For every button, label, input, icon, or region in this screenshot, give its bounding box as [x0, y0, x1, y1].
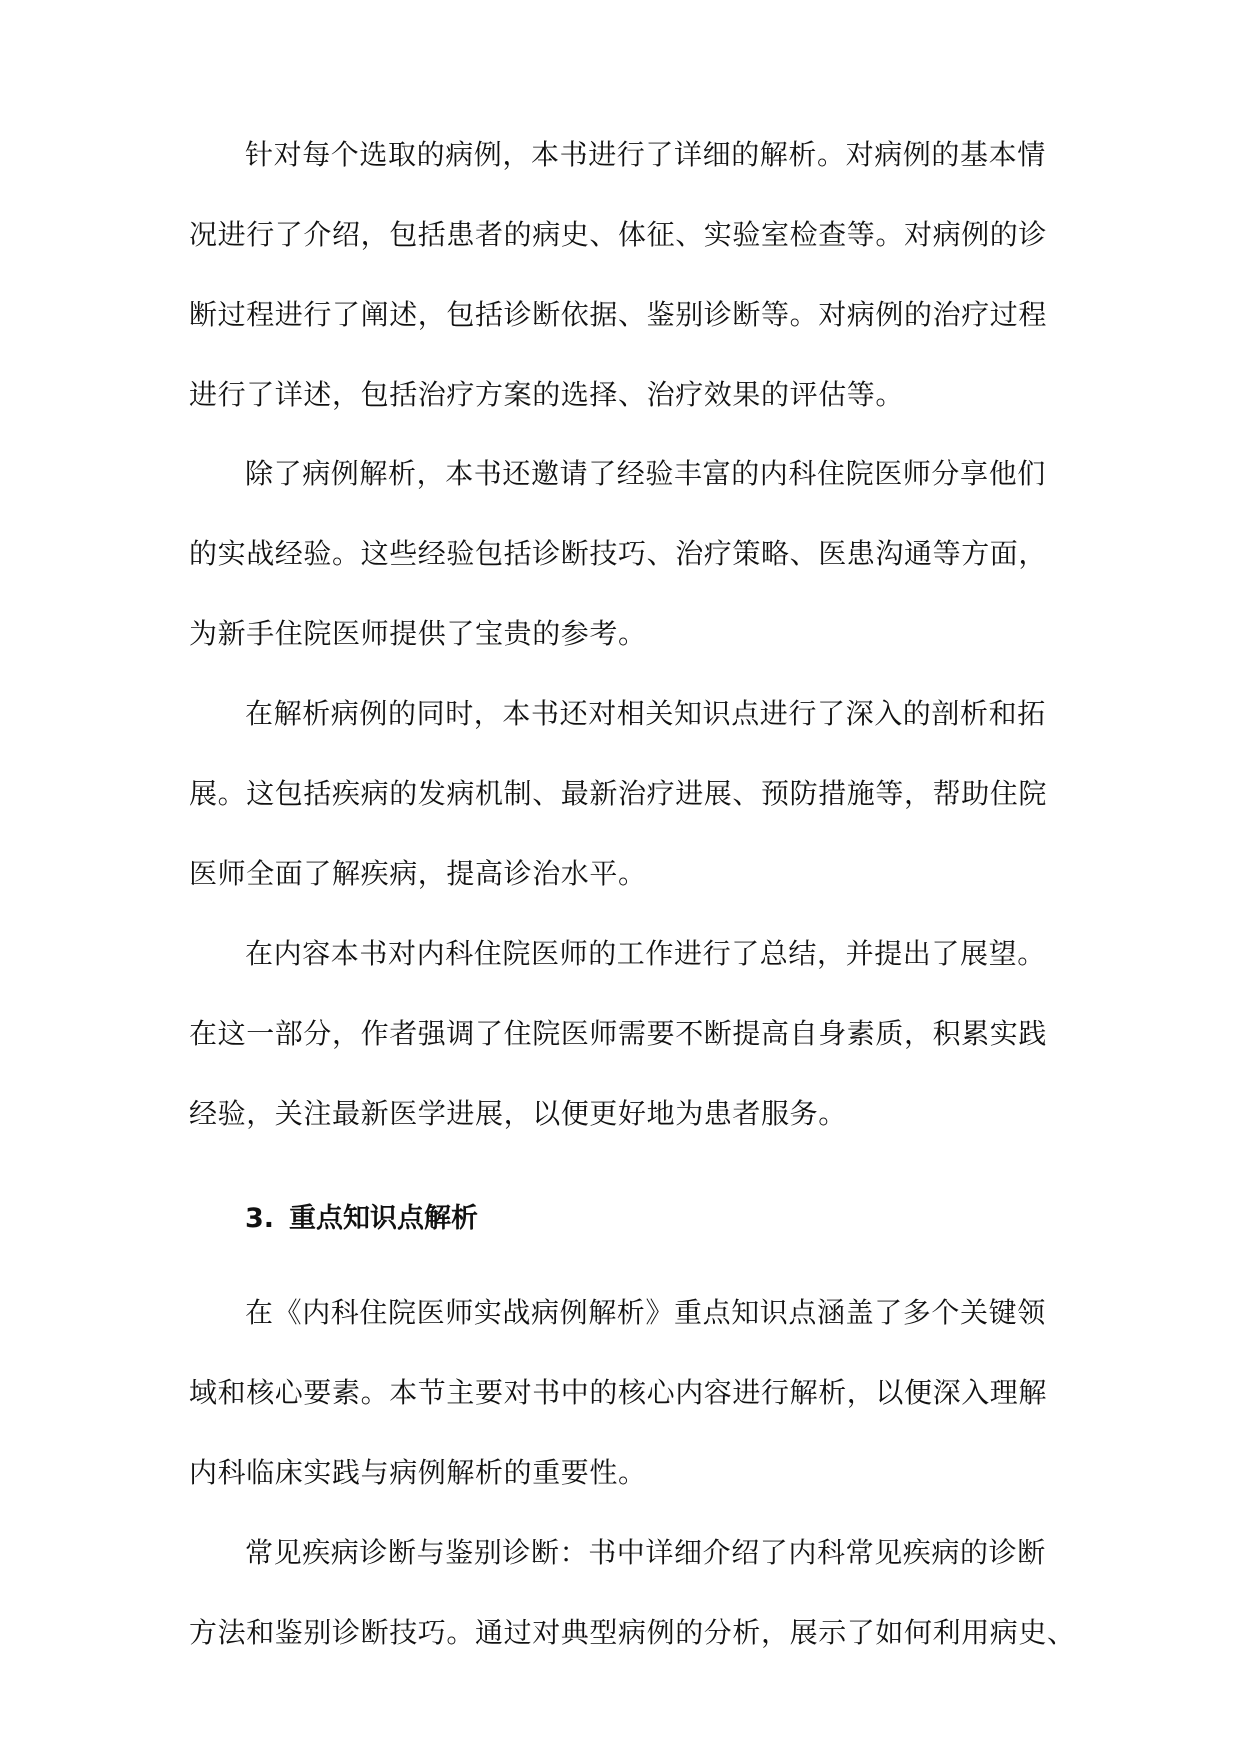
paragraph-5-line-2: 域和核心要素。本节主要对书中的核心内容进行解析，以便深入理解: [189, 1376, 1048, 1409]
paragraph-4-line-3: 经验，关注最新医学进展，以便更好地为患者服务。: [189, 1097, 847, 1130]
paragraph-1-line-1: 针对每个选取的病例，本书进行了详细的解析。对病例的基本情: [245, 138, 1046, 171]
section-title: 重点知识点解析: [289, 1203, 478, 1234]
paragraph-2-line-2: 的实战经验。这些经验包括诊断技巧、治疗策略、医患沟通等方面，: [189, 537, 1048, 570]
paragraph-3-line-3: 医师全面了解疾病，提高诊治水平。: [189, 857, 647, 890]
paragraph-5-line-3: 内科临床实践与病例解析的重要性。: [189, 1456, 647, 1489]
paragraph-2-line-3: 为新手住院医师提供了宝贵的参考。: [189, 617, 647, 650]
section-number: 3.: [245, 1203, 275, 1234]
paragraph-3-line-2: 展。这包括疾病的发病机制、最新治疗进展、预防措施等，帮助住院: [189, 777, 1048, 810]
paragraph-1-line-2: 况进行了介绍，包括患者的病史、体征、实验室检查等。对病例的诊: [189, 218, 1048, 251]
section-heading: [245, 1199, 478, 1239]
paragraph-6-line-2: 方法和鉴别诊断技巧。通过对典型病例的分析，展示了如何利用病史、: [189, 1616, 1076, 1649]
paragraph-3-line-1: 在解析病例的同时，本书还对相关知识点进行了深入的剖析和拓: [245, 697, 1046, 730]
paragraph-6-line-1: 常见疾病诊断与鉴别诊断：书中详细介绍了内科常见疾病的诊断: [245, 1536, 1046, 1569]
paragraph-2-line-1: 除了病例解析，本书还邀请了经验丰富的内科住院医师分享他们: [245, 457, 1046, 490]
paragraph-4-line-2: 在这一部分，作者强调了住院医师需要不断提高自身素质，积累实践: [189, 1017, 1048, 1050]
paragraph-1-line-3: 断过程进行了阐述，包括诊断依据、鉴别诊断等。对病例的治疗过程: [189, 298, 1048, 331]
paragraph-4-line-1: 在内容本书对内科住院医师的工作进行了总结，并提出了展望。: [245, 937, 1046, 970]
paragraph-1-line-4: 进行了详述，包括治疗方案的选择、治疗效果的评估等。: [189, 378, 905, 411]
paragraph-5-line-1: 在《内科住院医师实战病例解析》重点知识点涵盖了多个关键领: [245, 1296, 1046, 1329]
